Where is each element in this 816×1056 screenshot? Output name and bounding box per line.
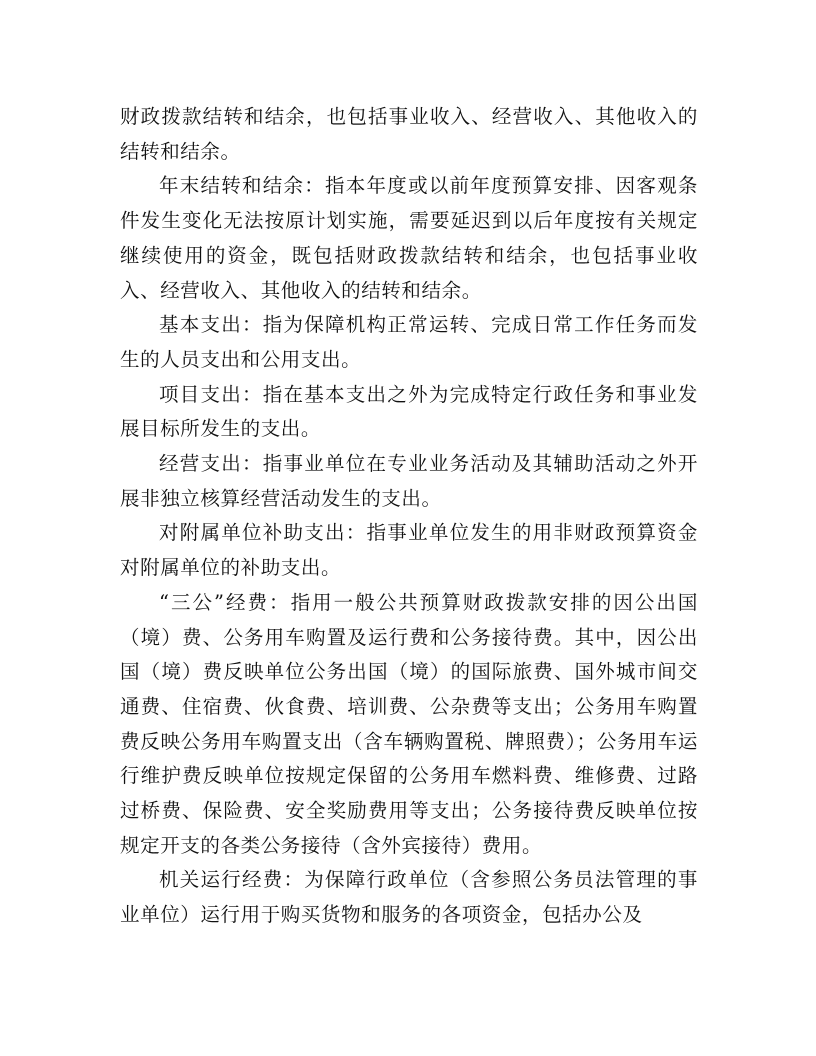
paragraph-project-expenditure: 项目支出：指在基本支出之外为完成特定行政任务和事业发展目标所发生的支出。 — [120, 382, 698, 441]
paragraph-continuation: 财政拨款结转和结余，也包括事业收入、经营收入、其他收入的结转和结余。 — [120, 105, 698, 163]
paragraph-three-public-expenses: “三公”经费：指用一般公共预算财政拨款安排的因公出国（境）费、公务用车购置及运行费和公务接待费。其中，因公出国（境）费反映单位公务出国（境）的国际旅费、国外城市间交通费、住宿费、伙食费、培训费、公杂费等支出；公务用车购置费反映公务用车购置支出（含车辆购置税、牌照费）；公务用车运行维护费反映单位按规定保留的公务用车燃料费、维修费、过路过桥费、保险费、安全奖励费用等支出；公务接待费反映单位按规定开支的各类公务接待（含外宾接待）费用。 — [120, 590, 698, 857]
paragraph-operating-expenditure: 经营支出：指事业单位在专业业务活动及其辅助活动之外开展非独立核算经营活动发生的支出。 — [120, 452, 698, 510]
document-body — [120, 100, 698, 933]
paragraph-basic-expenditure: 基本支出：指为保障机构正常运转、完成日常工作任务而发生的人员支出和公用支出。 — [120, 313, 698, 371]
paragraph-year-end-carryover: 年末结转和结余：指本年度或以前年度预算安排、因客观条件发生变化无法按原计划实施，需要延迟到以后年度按有关规定继续使用的资金，既包括财政拨款结转和结余，也包括事业收入、经营收入、其他收入的结转和结余。 — [120, 174, 698, 302]
paragraph-subsidiary-subsidy: 对附属单位补助支出：指事业单位发生的用非财政预算资金对附属单位的补助支出。 — [120, 521, 698, 580]
paragraph-agency-operating-funds: 机关运行经费：为保障行政单位（含参照公务员法管理的事业单位）运行用于购买货物和服务的各项资金，包括办公及 — [120, 868, 698, 927]
